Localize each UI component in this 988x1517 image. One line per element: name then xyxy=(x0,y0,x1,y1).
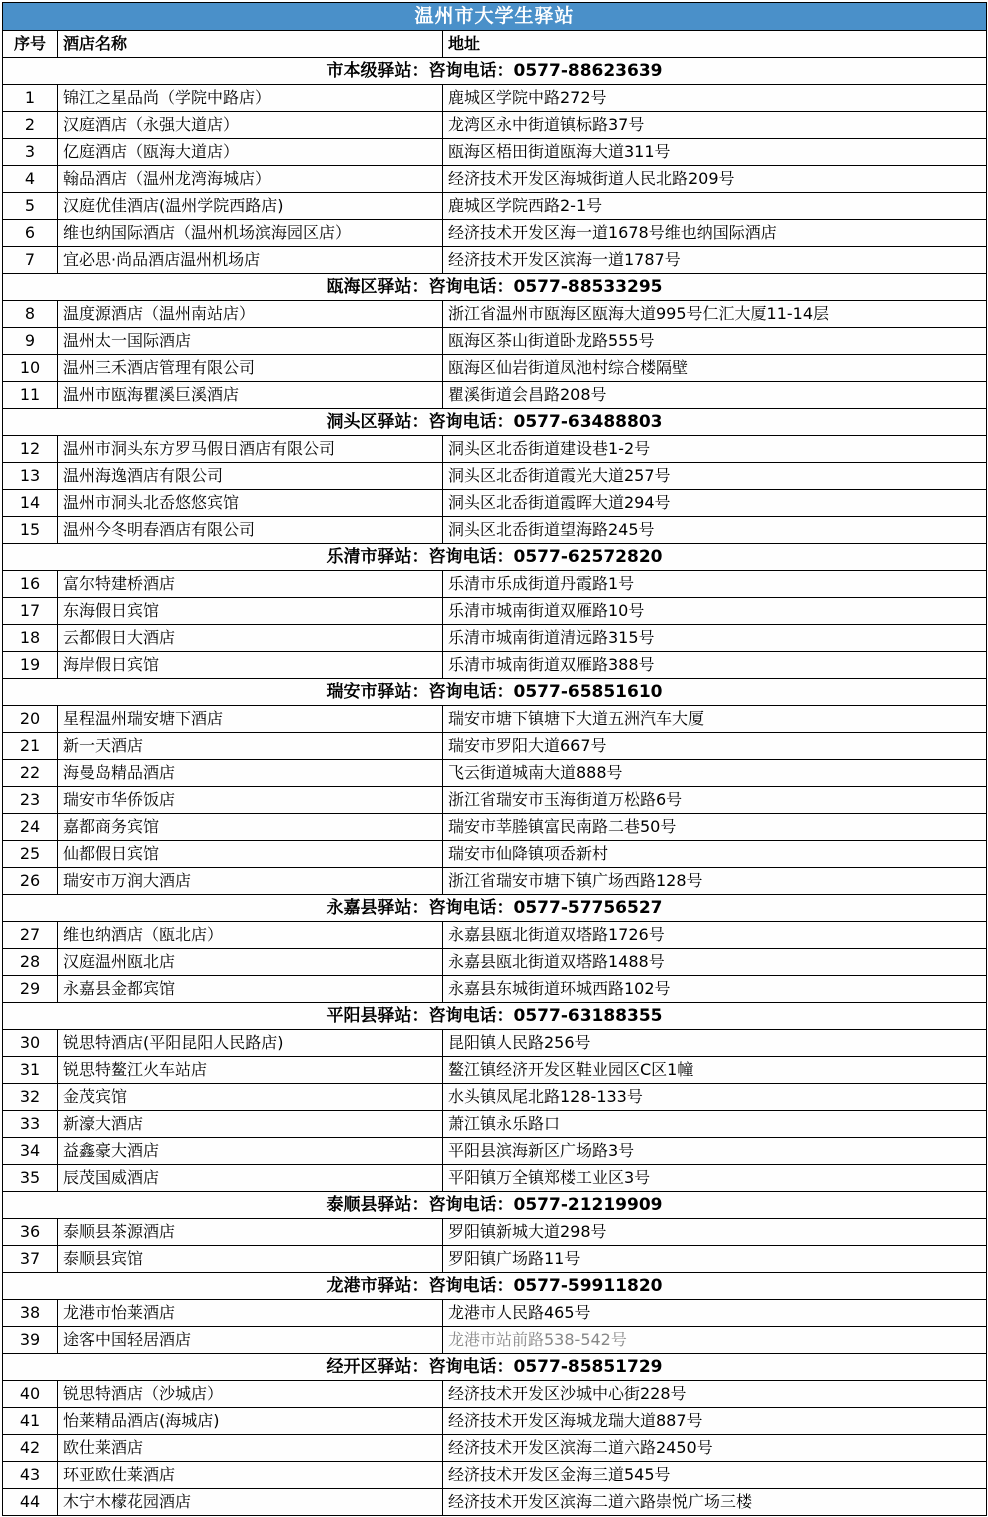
title-row xyxy=(3,3,987,31)
hotel-address: 经济技术开发区滨海一道1787号 xyxy=(443,247,987,274)
hotel-address: 经济技术开发区滨海二道六路崇悦广场三楼 xyxy=(443,1489,987,1516)
section-header-row xyxy=(3,544,987,571)
page-title: 温州市大学生驿站 xyxy=(3,3,987,31)
hotel-name: 欧仕莱酒店 xyxy=(58,1435,443,1462)
hotel-name: 汉庭酒店（永强大道店） xyxy=(58,112,443,139)
section-header-row xyxy=(3,1354,987,1381)
hotel-name: 怡莱精品酒店(海城店) xyxy=(58,1408,443,1435)
section-header-row xyxy=(3,1003,987,1030)
table-row xyxy=(3,1084,987,1111)
hotel-name: 温州太一国际酒店 xyxy=(58,328,443,355)
hotel-name: 富尔特建桥酒店 xyxy=(58,571,443,598)
table-row xyxy=(3,733,987,760)
hotel-name: 亿庭酒店（瓯海大道店） xyxy=(58,139,443,166)
row-number: 2 xyxy=(3,112,58,139)
table-row xyxy=(3,1111,987,1138)
row-number: 20 xyxy=(3,706,58,733)
hotel-address: 洞头区北岙街道霞晖大道294号 xyxy=(443,490,987,517)
table-row xyxy=(3,247,987,274)
hotel-address: 洞头区北岙街道霞光大道257号 xyxy=(443,463,987,490)
hotel-name: 温州三禾酒店管理有限公司 xyxy=(58,355,443,382)
table-row xyxy=(3,193,987,220)
row-number: 7 xyxy=(3,247,58,274)
table-row xyxy=(3,1138,987,1165)
hotel-address: 龙港市站前路538-542号 xyxy=(443,1327,987,1354)
hotel-address: 瓯海区茶山街道卧龙路555号 xyxy=(443,328,987,355)
section-header: 经开区驿站：咨询电话：0577-85851729 xyxy=(3,1354,987,1381)
hotel-name: 辰茂国威酒店 xyxy=(58,1165,443,1192)
hotel-address: 瓯海区梧田街道瓯海大道311号 xyxy=(443,139,987,166)
row-number: 41 xyxy=(3,1408,58,1435)
table-row xyxy=(3,85,987,112)
row-number: 26 xyxy=(3,868,58,895)
table-row xyxy=(3,382,987,409)
row-number: 17 xyxy=(3,598,58,625)
table-row xyxy=(3,706,987,733)
hotel-address: 永嘉县东城街道环城西路102号 xyxy=(443,976,987,1003)
hotel-address: 瑞安市罗阳大道667号 xyxy=(443,733,987,760)
hotel-address: 鹿城区学院西路2-1号 xyxy=(443,193,987,220)
section-header: 瑞安市驿站：咨询电话：0577-65851610 xyxy=(3,679,987,706)
column-header-row xyxy=(3,31,987,58)
table-row xyxy=(3,139,987,166)
table-row xyxy=(3,814,987,841)
section-header-row xyxy=(3,274,987,301)
hotel-name: 仙都假日宾馆 xyxy=(58,841,443,868)
table-row xyxy=(3,1057,987,1084)
hotel-name: 永嘉县金都宾馆 xyxy=(58,976,443,1003)
table-row xyxy=(3,1165,987,1192)
hotel-name: 温州市瓯海瞿溪巨溪酒店 xyxy=(58,382,443,409)
row-number: 32 xyxy=(3,1084,58,1111)
table-row xyxy=(3,652,987,679)
hotel-address: 瓯海区仙岩街道凤池村综合楼隔壁 xyxy=(443,355,987,382)
row-number: 27 xyxy=(3,922,58,949)
row-number: 8 xyxy=(3,301,58,328)
row-number: 22 xyxy=(3,760,58,787)
row-number: 23 xyxy=(3,787,58,814)
hotel-address: 浙江省瑞安市塘下镇广场西路128号 xyxy=(443,868,987,895)
hotel-name: 维也纳国际酒店（温州机场滨海园区店） xyxy=(58,220,443,247)
row-number: 6 xyxy=(3,220,58,247)
hotel-name: 金茂宾馆 xyxy=(58,1084,443,1111)
hotel-address: 龙湾区永中街道镇标路37号 xyxy=(443,112,987,139)
hotel-address: 经济技术开发区海城龙瑞大道887号 xyxy=(443,1408,987,1435)
section-header: 市本级驿站：咨询电话：0577-88623639 xyxy=(3,58,987,85)
hotel-address: 经济技术开发区海一道1678号维也纳国际酒店 xyxy=(443,220,987,247)
table-row xyxy=(3,463,987,490)
hotel-address: 瑞安市莘塍镇富民南路二巷50号 xyxy=(443,814,987,841)
row-number: 16 xyxy=(3,571,58,598)
table-row xyxy=(3,922,987,949)
table-row xyxy=(3,490,987,517)
row-number: 21 xyxy=(3,733,58,760)
row-number: 13 xyxy=(3,463,58,490)
table-row xyxy=(3,355,987,382)
row-number: 12 xyxy=(3,436,58,463)
hotel-name: 锐思特酒店（沙城店） xyxy=(58,1381,443,1408)
table-row xyxy=(3,1381,987,1408)
section-header-row xyxy=(3,58,987,85)
table-row xyxy=(3,625,987,652)
row-number: 37 xyxy=(3,1246,58,1273)
table-row xyxy=(3,517,987,544)
hotel-name: 木宁木檬花园酒店 xyxy=(58,1489,443,1516)
table-row xyxy=(3,571,987,598)
table-row xyxy=(3,1408,987,1435)
hotel-address: 乐清市城南街道双雁路10号 xyxy=(443,598,987,625)
hotel-address: 萧江镇永乐路口 xyxy=(443,1111,987,1138)
hotel-name: 海岸假日宾馆 xyxy=(58,652,443,679)
hotel-address: 经济技术开发区滨海二道六路2450号 xyxy=(443,1435,987,1462)
hotel-name: 新濠大酒店 xyxy=(58,1111,443,1138)
hotel-address: 平阳县滨海新区广场路3号 xyxy=(443,1138,987,1165)
section-header: 洞头区驿站：咨询电话：0577-63488803 xyxy=(3,409,987,436)
row-number: 38 xyxy=(3,1300,58,1327)
hotel-address: 乐清市城南街道双雁路388号 xyxy=(443,652,987,679)
hotel-name: 星程温州瑞安塘下酒店 xyxy=(58,706,443,733)
hotel-address: 瑞安市仙降镇项岙新村 xyxy=(443,841,987,868)
section-header-row xyxy=(3,895,987,922)
row-number: 28 xyxy=(3,949,58,976)
table-row xyxy=(3,1435,987,1462)
table-row xyxy=(3,598,987,625)
hotel-name: 锐思特酒店(平阳昆阳人民路店) xyxy=(58,1030,443,1057)
row-number: 39 xyxy=(3,1327,58,1354)
section-header: 平阳县驿站：咨询电话：0577-63188355 xyxy=(3,1003,987,1030)
row-number: 4 xyxy=(3,166,58,193)
hotel-address: 永嘉县瓯北街道双塔路1726号 xyxy=(443,922,987,949)
row-number: 34 xyxy=(3,1138,58,1165)
row-number: 43 xyxy=(3,1462,58,1489)
column-header-address: 地址 xyxy=(443,31,987,58)
row-number: 44 xyxy=(3,1489,58,1516)
table-row xyxy=(3,220,987,247)
hotel-address: 昆阳镇人民路256号 xyxy=(443,1030,987,1057)
column-header-name: 酒店名称 xyxy=(58,31,443,58)
table-row xyxy=(3,1327,987,1354)
table-row xyxy=(3,1246,987,1273)
hotel-name: 云都假日大酒店 xyxy=(58,625,443,652)
hotel-address: 永嘉县瓯北街道双塔路1488号 xyxy=(443,949,987,976)
section-header-row xyxy=(3,409,987,436)
table-row xyxy=(3,787,987,814)
section-header-row xyxy=(3,679,987,706)
hotel-name: 宜必思·尚品酒店温州机场店 xyxy=(58,247,443,274)
hotel-address: 瞿溪街道会昌路208号 xyxy=(443,382,987,409)
hotel-name: 锐思特鳌江火车站店 xyxy=(58,1057,443,1084)
row-number: 25 xyxy=(3,841,58,868)
hotel-address: 水头镇凤尾北路128-133号 xyxy=(443,1084,987,1111)
hotel-address: 鹿城区学院中路272号 xyxy=(443,85,987,112)
row-number: 24 xyxy=(3,814,58,841)
hotel-name: 温州海逸酒店有限公司 xyxy=(58,463,443,490)
row-number: 5 xyxy=(3,193,58,220)
hotel-name: 嘉都商务宾馆 xyxy=(58,814,443,841)
hotel-address: 罗阳镇新城大道298号 xyxy=(443,1219,987,1246)
hotel-name: 海曼岛精品酒店 xyxy=(58,760,443,787)
hotel-name: 瑞安市万润大酒店 xyxy=(58,868,443,895)
column-header-no: 序号 xyxy=(3,31,58,58)
table-row xyxy=(3,112,987,139)
row-number: 3 xyxy=(3,139,58,166)
hotel-name: 东海假日宾馆 xyxy=(58,598,443,625)
hotel-address: 鳌江镇经济开发区鞋业园区C区1幢 xyxy=(443,1057,987,1084)
section-header-row xyxy=(3,1273,987,1300)
table-row xyxy=(3,301,987,328)
section-header: 乐清市驿站：咨询电话：0577-62572820 xyxy=(3,544,987,571)
row-number: 14 xyxy=(3,490,58,517)
hotel-address: 平阳镇万全镇郑楼工业区3号 xyxy=(443,1165,987,1192)
section-header: 瓯海区驿站：咨询电话：0577-88533295 xyxy=(3,274,987,301)
row-number: 31 xyxy=(3,1057,58,1084)
row-number: 9 xyxy=(3,328,58,355)
hotel-name: 温州市洞头北岙悠悠宾馆 xyxy=(58,490,443,517)
hotel-name: 益鑫豪大酒店 xyxy=(58,1138,443,1165)
table-row xyxy=(3,328,987,355)
row-number: 36 xyxy=(3,1219,58,1246)
hotel-address: 乐清市城南街道清远路315号 xyxy=(443,625,987,652)
hotel-name: 锦江之星品尚（学院中路店） xyxy=(58,85,443,112)
hotel-address: 经济技术开发区金海三道545号 xyxy=(443,1462,987,1489)
hotel-name: 途客中国轻居酒店 xyxy=(58,1327,443,1354)
hotel-address: 经济技术开发区海城街道人民北路209号 xyxy=(443,166,987,193)
table-row xyxy=(3,949,987,976)
hotel-name: 新一天酒店 xyxy=(58,733,443,760)
table-row xyxy=(3,166,987,193)
hotel-address: 经济技术开发区沙城中心街228号 xyxy=(443,1381,987,1408)
table-row xyxy=(3,868,987,895)
hotel-name: 环亚欧仕莱酒店 xyxy=(58,1462,443,1489)
hotel-name: 瑞安市华侨饭店 xyxy=(58,787,443,814)
section-header: 永嘉县驿站：咨询电话：0577-57756527 xyxy=(3,895,987,922)
hotel-name: 泰顺县宾馆 xyxy=(58,1246,443,1273)
table-row xyxy=(3,1462,987,1489)
spreadsheet xyxy=(2,2,986,1516)
hotel-name: 汉庭优佳酒店(温州学院西路店) xyxy=(58,193,443,220)
section-header-row xyxy=(3,1192,987,1219)
row-number: 11 xyxy=(3,382,58,409)
table-row xyxy=(3,1030,987,1057)
hotel-address: 浙江省温州市瓯海区瓯海大道995号仁汇大厦11-14层 xyxy=(443,301,987,328)
hotel-name: 维也纳酒店（瓯北店） xyxy=(58,922,443,949)
hotel-name: 泰顺县茶源酒店 xyxy=(58,1219,443,1246)
hotel-name: 龙港市怡莱酒店 xyxy=(58,1300,443,1327)
row-number: 42 xyxy=(3,1435,58,1462)
table-row xyxy=(3,1489,987,1516)
section-header: 龙港市驿站：咨询电话：0577-59911820 xyxy=(3,1273,987,1300)
hotel-address: 乐清市乐成街道丹霞路1号 xyxy=(443,571,987,598)
hotel-address: 洞头区北岙街道望海路245号 xyxy=(443,517,987,544)
hotel-name: 翰品酒店（温州龙湾海城店） xyxy=(58,166,443,193)
table-row xyxy=(3,841,987,868)
hotel-address: 浙江省瑞安市玉海街道万松路6号 xyxy=(443,787,987,814)
hotel-address: 瑞安市塘下镇塘下大道五洲汽车大厦 xyxy=(443,706,987,733)
row-number: 33 xyxy=(3,1111,58,1138)
row-number: 18 xyxy=(3,625,58,652)
row-number: 10 xyxy=(3,355,58,382)
hotel-table-body xyxy=(3,58,987,1516)
hotel-name: 汉庭温州瓯北店 xyxy=(58,949,443,976)
hotel-name: 温州市洞头东方罗马假日酒店有限公司 xyxy=(58,436,443,463)
section-header: 泰顺县驿站：咨询电话：0577-21219909 xyxy=(3,1192,987,1219)
row-number: 29 xyxy=(3,976,58,1003)
row-number: 1 xyxy=(3,85,58,112)
table-row xyxy=(3,436,987,463)
table-row xyxy=(3,760,987,787)
hotel-name: 温州今冬明春酒店有限公司 xyxy=(58,517,443,544)
table-row xyxy=(3,976,987,1003)
hotel-address: 龙港市人民路465号 xyxy=(443,1300,987,1327)
row-number: 35 xyxy=(3,1165,58,1192)
hotel-address: 洞头区北岙街道建设巷1-2号 xyxy=(443,436,987,463)
table-row xyxy=(3,1219,987,1246)
table-row xyxy=(3,1300,987,1327)
row-number: 19 xyxy=(3,652,58,679)
row-number: 15 xyxy=(3,517,58,544)
row-number: 30 xyxy=(3,1030,58,1057)
hotel-table xyxy=(2,2,987,1516)
hotel-address: 罗阳镇广场路11号 xyxy=(443,1246,987,1273)
row-number: 40 xyxy=(3,1381,58,1408)
hotel-address: 飞云街道城南大道888号 xyxy=(443,760,987,787)
hotel-name: 温度源酒店（温州南站店） xyxy=(58,301,443,328)
